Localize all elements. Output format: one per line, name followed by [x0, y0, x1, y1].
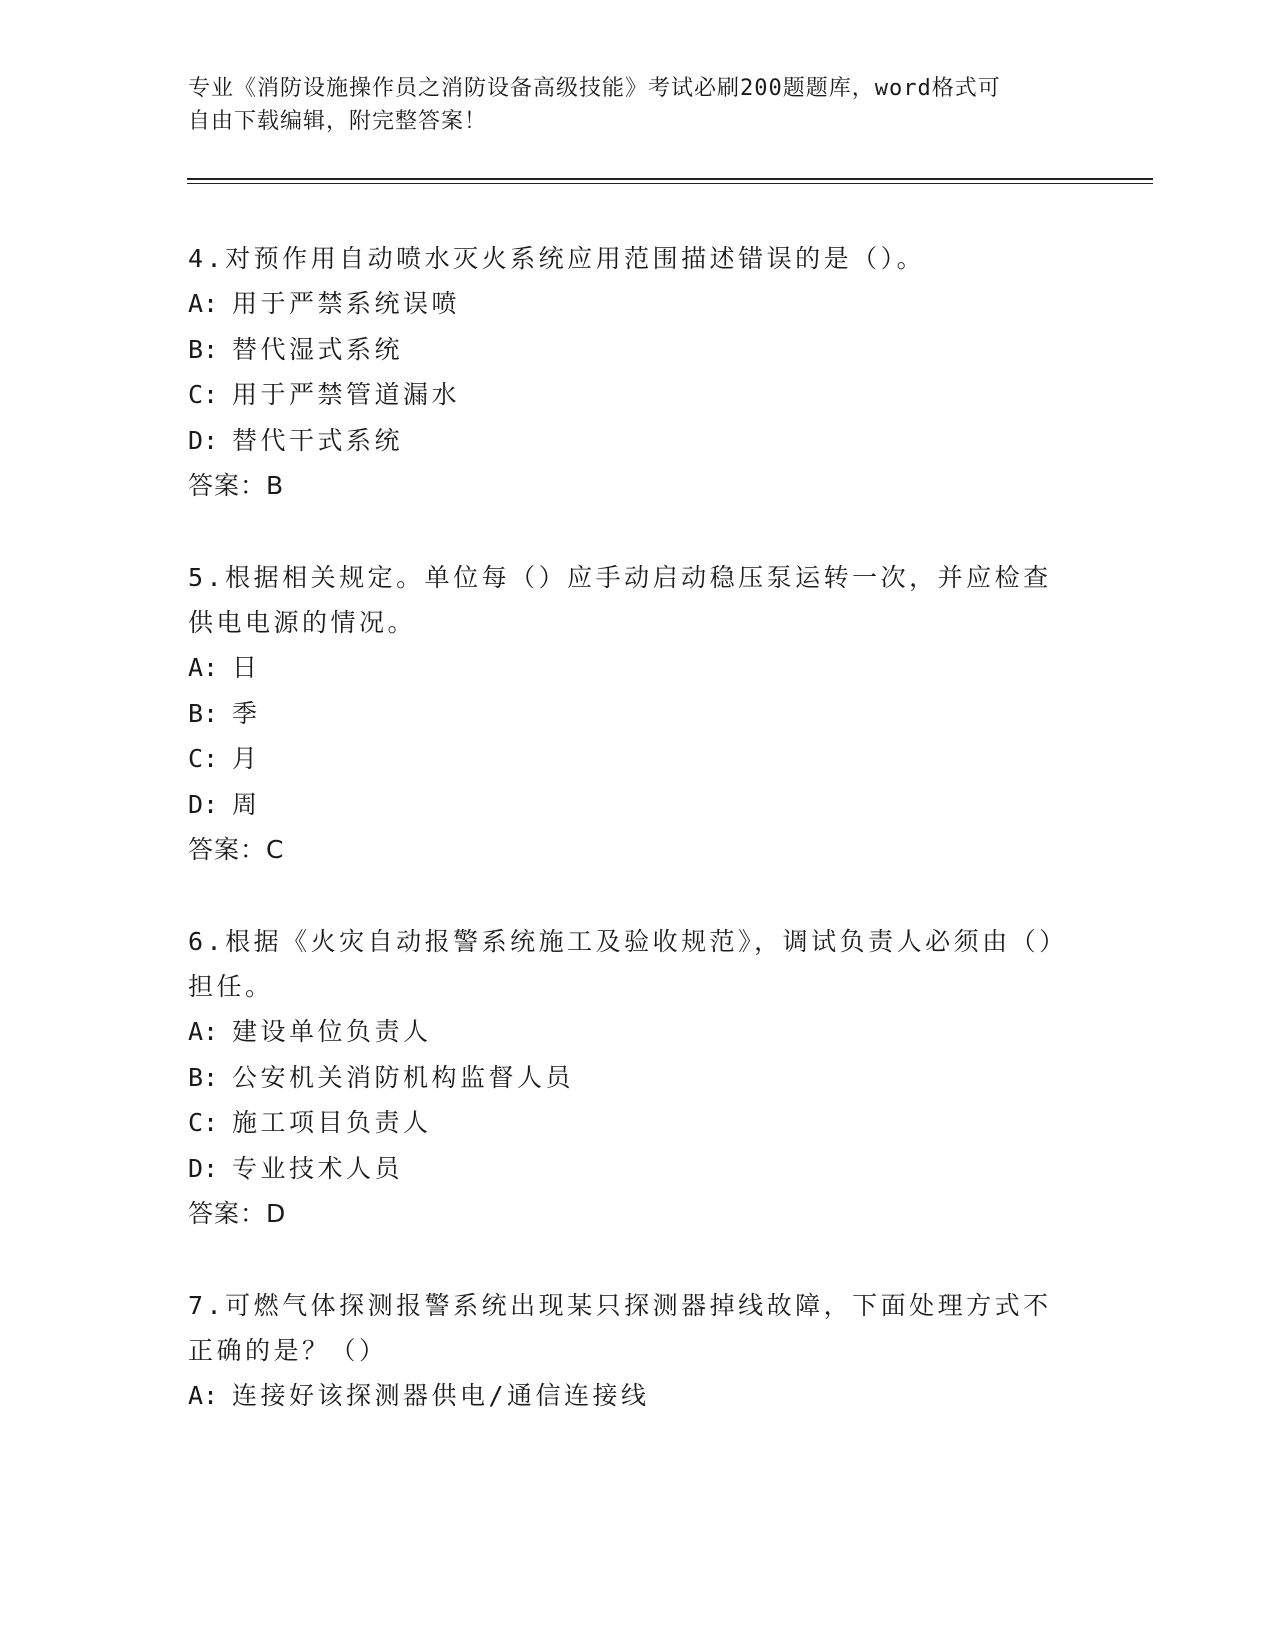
- option-d: [188, 782, 1068, 828]
- option-c: [188, 736, 1068, 782]
- option-key: B:: [188, 698, 219, 728]
- option-text: 用于严禁管道漏水: [232, 380, 461, 409]
- option-b: [188, 327, 1068, 373]
- header-divider: [187, 178, 1153, 184]
- option-text: 连接好该探测器供电/通信连接线: [232, 1381, 650, 1410]
- option-key: B:: [188, 334, 219, 364]
- document-header: [188, 72, 1068, 138]
- option-key: C:: [188, 380, 219, 409]
- question-7: [188, 1283, 1068, 1419]
- option-text: 施工项目负责人: [232, 1108, 432, 1137]
- question-5: [188, 555, 1068, 873]
- question-6: [188, 919, 1068, 1237]
- option-b: [188, 691, 1068, 737]
- option-d: [188, 418, 1068, 464]
- option-key: B:: [188, 1062, 219, 1092]
- option-text: 公安机关消防机构监督人员: [232, 1062, 575, 1092]
- answer-line: 答案：C: [188, 835, 285, 864]
- option-text: 建设单位负责人: [232, 1017, 432, 1046]
- question-text: 6.根据《火灾自动报警系统施工及验收规范》，调试负责人必须由（）担任。: [188, 927, 1068, 1001]
- option-c: [188, 1100, 1068, 1146]
- option-text: 用于严禁系统误喷: [232, 289, 461, 318]
- answer-line: 答案：B: [188, 471, 285, 500]
- option-text: 季: [232, 698, 261, 728]
- option-a: [188, 1009, 1068, 1055]
- option-text: 日: [232, 653, 261, 682]
- question-list: [188, 236, 1068, 1465]
- option-d: [188, 1146, 1068, 1192]
- option-text: 专业技术人员: [232, 1153, 404, 1183]
- option-key: A:: [188, 289, 219, 318]
- option-a: [188, 645, 1068, 691]
- option-text: 月: [232, 744, 261, 773]
- option-c: [188, 372, 1068, 418]
- header-line-1: 专业《消防设施操作员之消防设备高级技能》考试必刷200题题库，word格式可: [188, 76, 1001, 101]
- option-key: D:: [188, 1153, 219, 1183]
- option-key: D:: [188, 425, 219, 455]
- question-text: 5.根据相关规定。单位每（）应手动启动稳压泵运转一次，并应检查供电电源的情况。: [188, 563, 1052, 637]
- option-a: [188, 281, 1068, 327]
- option-b: [188, 1055, 1068, 1101]
- option-key: A:: [188, 1017, 219, 1046]
- option-key: A:: [188, 1381, 219, 1410]
- answer-line: 答案：D: [188, 1199, 287, 1228]
- question-text: 4.对预作用自动喷水灭火系统应用范围描述错误的是（）。: [188, 244, 926, 273]
- header-line-2: 自由下载编辑，附完整答案！: [188, 109, 488, 134]
- option-key: C:: [188, 1108, 219, 1137]
- question-text: 7.可燃气体探测报警系统出现某只探测器掉线故障，下面处理方式不正确的是？（）: [188, 1291, 1052, 1365]
- option-text: 替代湿式系统: [232, 334, 404, 364]
- option-a: [188, 1373, 1068, 1419]
- option-key: C:: [188, 744, 219, 773]
- option-key: D:: [188, 789, 219, 819]
- option-text: 替代干式系统: [232, 425, 404, 455]
- option-text: 周: [232, 789, 261, 819]
- option-key: A:: [188, 653, 219, 682]
- question-4: [188, 236, 1068, 509]
